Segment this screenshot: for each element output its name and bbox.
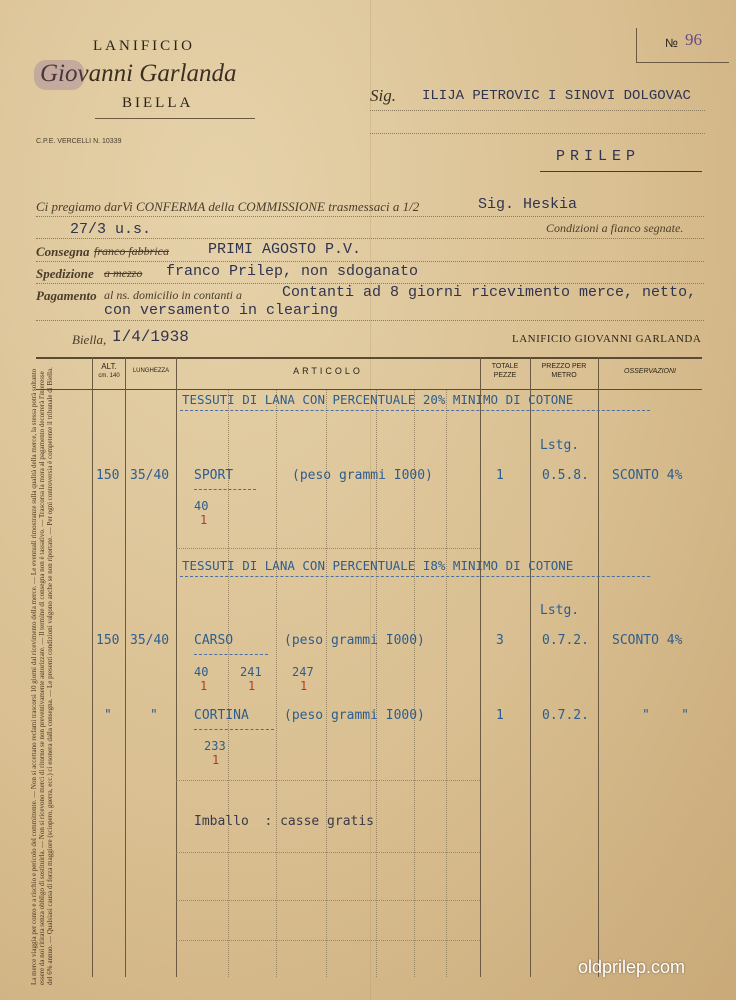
row1-pezze: 1: [496, 468, 504, 483]
recipient-city: PRILEP: [556, 148, 641, 165]
row2-pezze: 3: [496, 633, 504, 648]
header-alt-sub: cm. 140: [98, 373, 120, 379]
company-line1: LANIFICIO: [93, 38, 195, 54]
row2-piece-2: 241: [240, 665, 262, 679]
row2-mark-2: 1: [248, 679, 256, 693]
company-name: Giovanni Garlanda: [40, 60, 237, 87]
spedizione-label: Spedizione: [36, 266, 94, 281]
table-top-rule: [36, 357, 702, 359]
doc-number: 96: [685, 30, 702, 49]
consegna-struck: franco fabbrica: [94, 244, 169, 258]
header-prezzo: PREZZO PER METRO: [541, 363, 587, 379]
row1-weight: (peso grammi I000): [292, 468, 433, 483]
header-lunghezza: LUNGHEZZA: [132, 368, 170, 374]
row2-article-underline: [194, 654, 268, 655]
section-underline-2: [180, 576, 650, 577]
row3-length: ": [150, 708, 158, 723]
recipient-line-2: [370, 133, 705, 134]
row3-alt: ": [104, 708, 112, 723]
spedizione-value: franco Prilep, non sdoganato: [166, 263, 419, 280]
row2-piece-1: 40: [194, 665, 209, 679]
grid-h5: [176, 940, 480, 941]
company-registration: C.P.E. VERCELLI N. 10339: [36, 138, 122, 145]
conditions-note: Condizioni a fianco segnate.: [546, 221, 684, 235]
row1-article: SPORT: [194, 468, 234, 483]
consegna-value: PRIMI AGOSTO P.V.: [208, 241, 362, 258]
row3-pezze: 1: [496, 708, 504, 723]
col-divider-5: [530, 357, 531, 977]
pagamento-label: Pagamento: [36, 288, 97, 303]
row2-weight: (peso grammi I000): [284, 633, 425, 648]
pagamento-note: al ns. domicilio in contanti a: [104, 288, 242, 302]
currency-1: Lstg.: [540, 438, 580, 453]
row2-length: 35/40: [130, 633, 170, 648]
pagamento-line: [36, 320, 704, 321]
packing-note: Imballo : casse gratis: [194, 814, 375, 829]
row2-note: SCONTO 4%: [612, 633, 683, 648]
pagamento-value-2: con versamento in clearing: [104, 302, 339, 319]
grid-v2: [276, 390, 277, 977]
row1-alt: 150: [96, 468, 120, 483]
grid-h4: [176, 900, 480, 901]
row1-mark-1: 1: [200, 513, 208, 527]
currency-2: Lstg.: [540, 603, 580, 618]
recipient-line-1: [370, 110, 705, 111]
section-underline-1: [180, 410, 650, 411]
row1-article-underline: [194, 489, 256, 490]
header-articolo: ARTICOLO: [293, 366, 363, 376]
row3-price: 0.7.2.: [542, 708, 589, 723]
row2-mark-3: 1: [300, 679, 308, 693]
header-alt: ALT.: [101, 362, 117, 371]
row3-article-underline: [194, 729, 274, 730]
row1-piece-1: 40: [194, 499, 209, 513]
col-divider-6: [598, 357, 599, 977]
row1-price: 0.5.8.: [542, 468, 589, 483]
reference-date: 27/3 u.s.: [70, 221, 152, 238]
col-divider-1: [92, 357, 93, 977]
row1-length: 35/40: [130, 468, 170, 483]
side-terms: La merce viaggia per conto e a rischio e pericolo del committente. — Non si accettano reclami trascorsi 10 giorni dal ricevimento della merce. — Le eventuali rimostranze sulla qualità della merce, la stessa potrà soltanto essere da noi ritirata senza obbligo di sostituirla. — Non si ricevono merci di ritorno se non preventivamente autorizzate. — Il termine di consegna non è tassativo. — Trascorsa la mora al pagamento decorrerà l'interesse del 6% annuo. — Qualsiasi causa di forza maggiore (sciopero, guerra, ecc.) ci esonera dalla consegna. — Le presenti condizioni valgono anche se non riportate. — Per ogni controversia è competente il tribunale di Biella.: [30, 367, 54, 985]
col-divider-2: [125, 357, 126, 977]
paper-crease: [370, 0, 371, 1000]
spedizione-struck: a mezzo: [104, 266, 143, 280]
place: Biella,: [72, 332, 107, 347]
col-divider-3: [176, 357, 177, 977]
agent-name: Sig. Heskia: [478, 196, 578, 213]
signature-company: LANIFICIO GIOVANNI GARLANDA: [512, 333, 702, 345]
doc-number-box: [636, 28, 729, 63]
intro-line: [36, 216, 704, 217]
header-totale-pezze: TOTALE PEZZE: [491, 363, 519, 379]
col-divider-4: [480, 357, 481, 977]
row2-piece-3: 247: [292, 665, 314, 679]
grid-h1: [176, 548, 480, 549]
recipient-prefix: Sig.: [370, 86, 396, 105]
row1-note: SCONTO 4%: [612, 468, 683, 483]
row2-article: CARSO: [194, 633, 234, 648]
purple-stamp-mark: [34, 60, 84, 90]
row3-weight: (peso grammi I000): [284, 708, 425, 723]
grid-h3: [176, 852, 480, 853]
row3-mark-1: 1: [212, 753, 220, 767]
row2-price: 0.7.2.: [542, 633, 589, 648]
pagamento-value-1: Contanti ad 8 giorni ricevimento merce, netto,: [282, 284, 697, 301]
row3-note: " ": [642, 708, 689, 723]
consegna-label: Consegna: [36, 244, 90, 259]
watermark: oldprilep.com: [578, 957, 686, 977]
section-title-2: TESSUTI DI LANA CON PERCENTUALE I8% MINIMO DI COTONE: [182, 558, 574, 573]
doc-number-label: №: [665, 36, 678, 50]
confirmation-intro: Ci pregiamo darVi CONFERMA della COMMISSIONE trasmessaci a 1/2: [36, 199, 420, 214]
section-title-1: TESSUTI DI LANA CON PERCENTUALE 20% MINIMO DI COTONE: [182, 392, 574, 407]
grid-h2: [176, 780, 480, 781]
consegna-line: [36, 261, 704, 262]
grid-v6: [446, 390, 447, 977]
document-date: I/4/1938: [112, 328, 189, 346]
table-header-rule: [36, 389, 702, 390]
row2-alt: 150: [96, 633, 120, 648]
city-underline: [540, 171, 702, 172]
letterhead-rule: [95, 118, 255, 119]
row3-article: CORTINA: [194, 708, 249, 723]
refdate-line: [36, 238, 704, 239]
header-osservazioni: OSSERVAZIONI: [624, 368, 676, 375]
row3-piece-1: 233: [204, 739, 226, 753]
company-city: BIELLA: [122, 95, 194, 111]
recipient-name: ILIJA PETROVIC I SINOVI DOLGOVAC: [422, 88, 691, 104]
row2-mark-1: 1: [200, 679, 208, 693]
